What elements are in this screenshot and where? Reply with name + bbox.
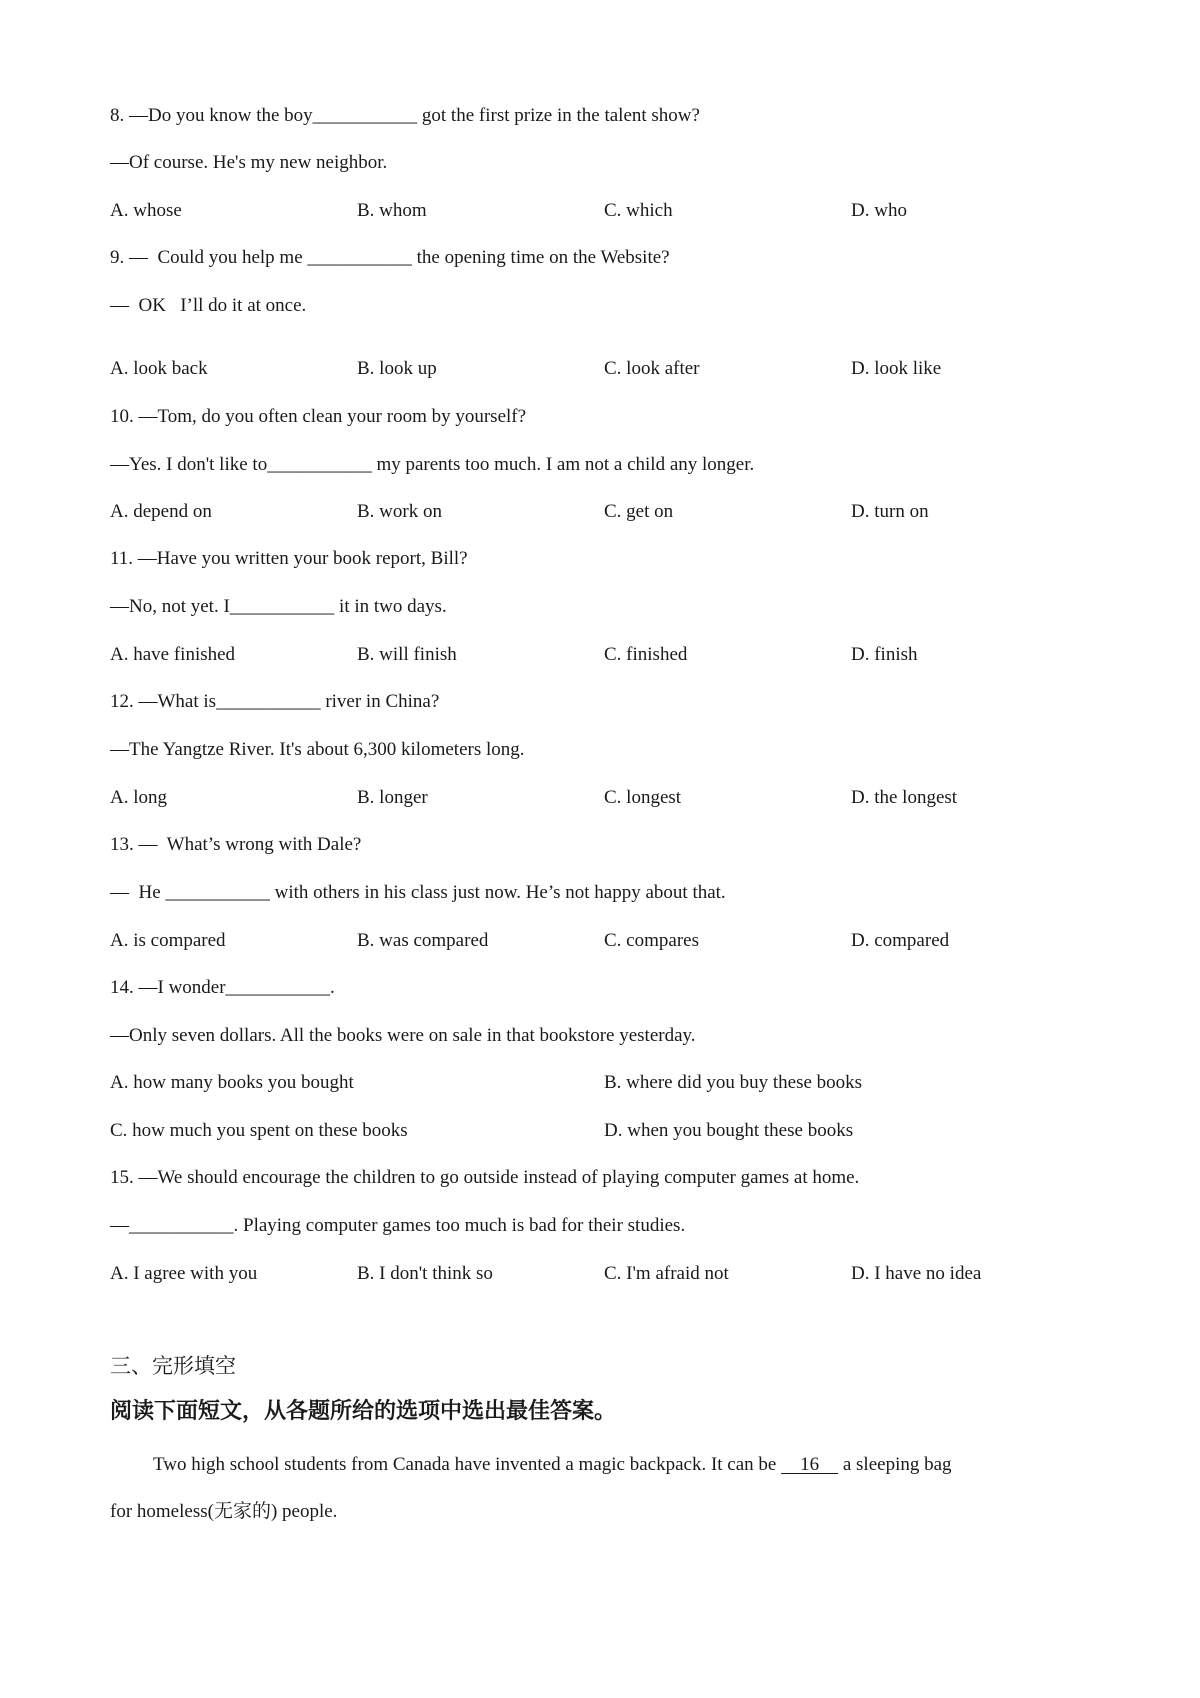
question-15-option-a: A. I agree with you (110, 1263, 258, 1284)
question-8-option-b: B. whom (357, 200, 427, 221)
question-14-options-row-1 (110, 1071, 1110, 1095)
question-13-option-a: A. is compared (110, 930, 226, 951)
passage-text-after-blank: a sleeping bag (838, 1454, 952, 1475)
question-13-option-d: D. compared (851, 930, 950, 951)
blank-16: 16 (781, 1454, 839, 1475)
question-14-option-a: A. how many books you bought (110, 1072, 354, 1093)
question-8-option-a: A. whose (110, 200, 182, 221)
question-9-options (110, 357, 1110, 381)
question-11-option-a: A. have finished (110, 644, 236, 665)
question-10-option-d: D. turn on (851, 501, 929, 522)
question-13-option-b: B. was compared (357, 930, 489, 951)
question-9-option-a: A. look back (110, 358, 208, 379)
question-10-option-c: C. get on (604, 501, 674, 522)
section-title: 三、完形填空 (110, 1354, 236, 1378)
question-13-options (110, 929, 1110, 953)
question-12-option-b: B. longer (357, 787, 428, 808)
question-8-option-d: D. who (851, 200, 907, 221)
question-11-option-d: D. finish (851, 644, 918, 665)
question-9-prompt: 9. — Could you help me ___________ the opening time on the Website? (110, 247, 670, 268)
question-8-answer-line: —Of course. He's my new neighbor. (110, 152, 388, 173)
question-10-answer-line: —Yes. I don't like to___________ my parents too much. I am not a child any longer. (110, 454, 755, 475)
question-12-option-d: D. the longest (851, 787, 958, 808)
question-14-options-row-2 (110, 1119, 1110, 1143)
question-14-option-b: B. where did you buy these books (604, 1072, 863, 1093)
question-13-option-c: C. compares (604, 930, 699, 951)
section-instruction: 阅读下面短文，从各题所给的选项中选出最佳答案。 (110, 1399, 617, 1424)
question-15-option-c: C. I'm afraid not (604, 1263, 729, 1284)
question-14-option-c: C. how much you spent on these books (110, 1120, 408, 1141)
question-14-answer-line: —Only seven dollars. All the books were on sale in that bookstore yesterday. (110, 1025, 696, 1046)
question-8-option-c: C. which (604, 200, 673, 221)
question-13-answer-line: — He ___________ with others in his class just now. He’s not happy about that. (110, 882, 726, 903)
passage-line-2: for homeless(无家的) people. (110, 1501, 338, 1522)
question-15-options (110, 1262, 1110, 1286)
question-10-option-a: A. depend on (110, 501, 212, 522)
question-11-prompt: 11. —Have you written your book report, Bill? (110, 548, 468, 569)
question-8-options (110, 199, 1110, 223)
question-10-prompt: 10. —Tom, do you often clean your room by yourself? (110, 406, 527, 427)
question-9-option-b: B. look up (357, 358, 437, 379)
question-12-prompt: 12. —What is___________ river in China? (110, 691, 440, 712)
question-9-answer-line: — OK I’ll do it at once. (110, 295, 307, 316)
question-9-option-c: C. look after (604, 358, 700, 379)
question-14-option-d: D. when you bought these books (604, 1120, 854, 1141)
question-11-option-c: C. finished (604, 644, 688, 665)
question-13-prompt: 13. — What’s wrong with Dale? (110, 834, 362, 855)
question-9-option-d: D. look like (851, 358, 942, 379)
question-15-option-d: D. I have no idea (851, 1263, 982, 1284)
question-15-prompt: 15. —We should encourage the children to go outside instead of playing computer games at home. (110, 1167, 860, 1188)
passage-line-1 (153, 1453, 952, 1477)
question-12-option-c: C. longest (604, 787, 682, 808)
question-12-option-a: A. long (110, 787, 167, 808)
question-11-option-b: B. will finish (357, 644, 457, 665)
question-15-answer-line: —___________. Playing computer games too much is bad for their studies. (110, 1215, 686, 1236)
question-14-prompt: 14. —I wonder___________. (110, 977, 335, 998)
question-8-prompt: 8. —Do you know the boy___________ got the first prize in the talent show? (110, 105, 700, 126)
question-12-options (110, 786, 1110, 810)
question-11-options (110, 643, 1110, 667)
passage-text-before-blank: Two high school students from Canada have invented a magic backpack. It can be (153, 1454, 782, 1475)
question-10-options (110, 500, 1110, 524)
question-11-answer-line: —No, not yet. I___________ it in two days. (110, 596, 447, 617)
question-12-answer-line: —The Yangtze River. It's about 6,300 kilometers long. (110, 739, 525, 760)
question-10-option-b: B. work on (357, 501, 442, 522)
question-15-option-b: B. I don't think so (357, 1263, 493, 1284)
